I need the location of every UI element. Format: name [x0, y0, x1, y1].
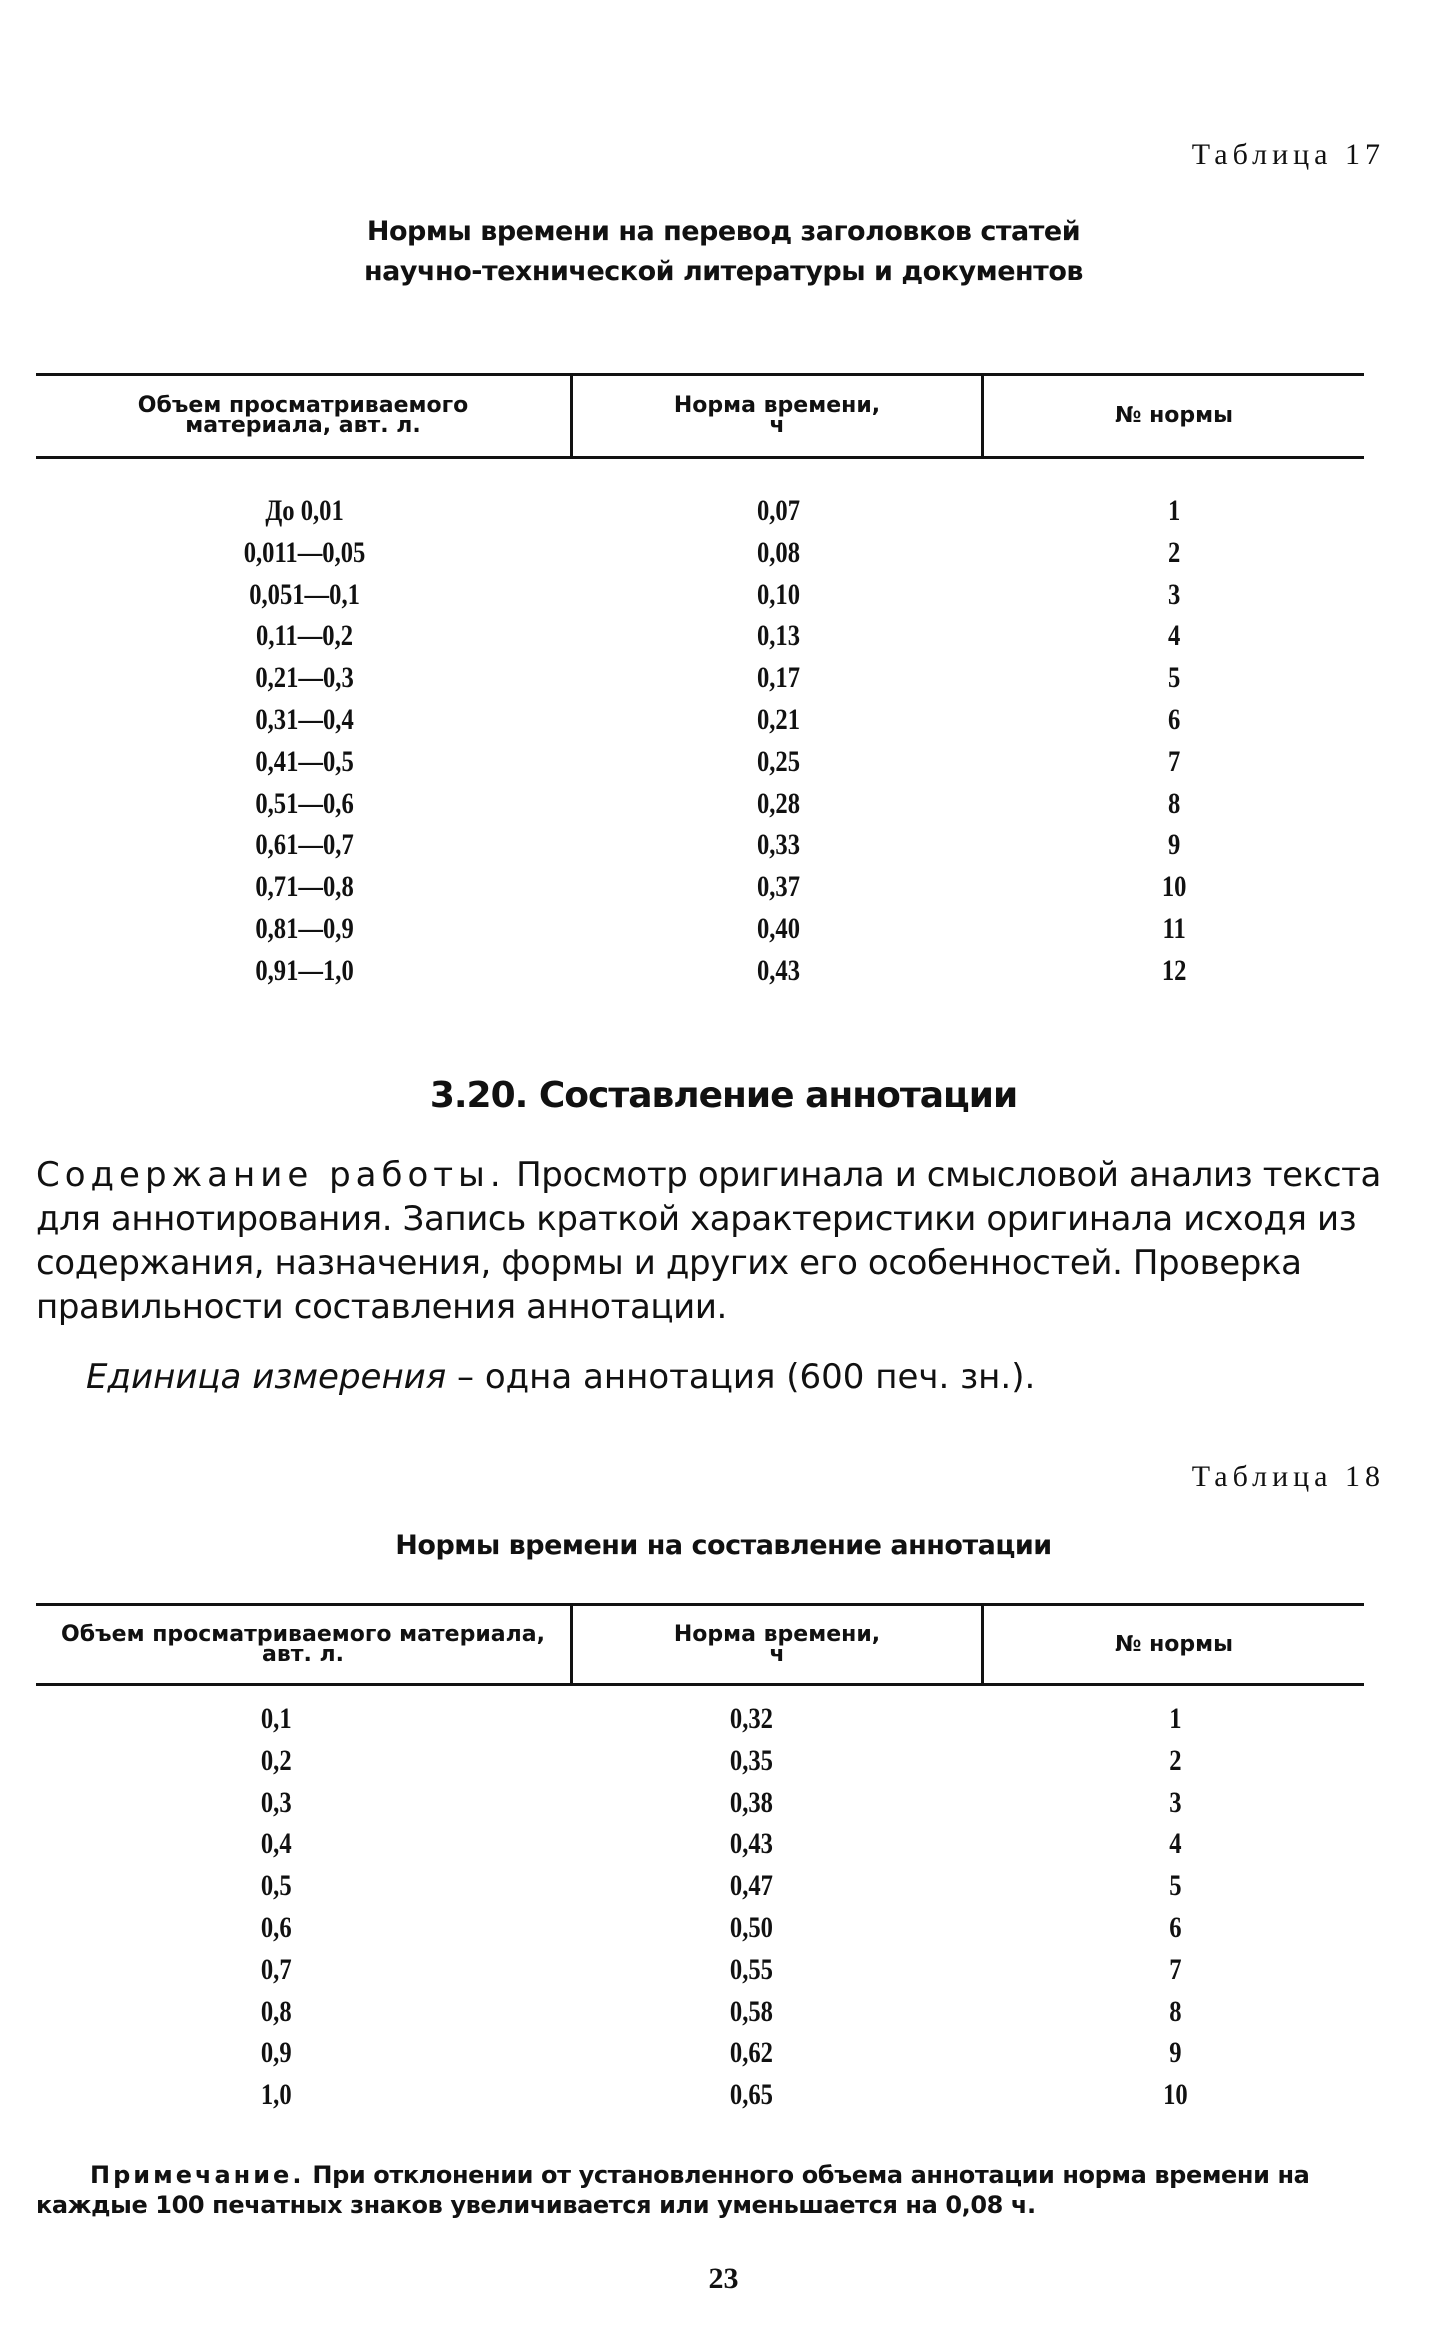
table-17-row: [36, 908, 1364, 950]
table-18-cell-volume: 0,3: [260, 1785, 292, 1819]
table-18-cell-norm: 0,50: [729, 1910, 773, 1944]
page-number: 23: [708, 2262, 739, 2295]
table-18-cell-num: 6: [1169, 1910, 1182, 1944]
header-volume-line1: Объем просматриваемого: [137, 393, 469, 418]
table-17-row: [36, 699, 1364, 741]
table-17: [36, 373, 1364, 993]
table-17-cell-num: 5: [1168, 661, 1181, 695]
table-17-cell-num: 12: [1161, 953, 1187, 987]
content-paragraph: [36, 1153, 1381, 1329]
table-17-row: [36, 866, 1364, 908]
table-18-cell-norm: 0,58: [729, 1994, 773, 2028]
table-18-cell-volume: 0,1: [260, 1702, 292, 1735]
table-18-cell-num: 3: [1169, 1785, 1182, 1819]
table-18-cell-norm: 0,55: [729, 1952, 773, 1986]
table-17-title-line1: Нормы времени на перевод заголовков статей: [366, 216, 1081, 247]
table-17-row: [36, 532, 1364, 574]
table-17-cell-num: 4: [1168, 619, 1181, 653]
table-18-row: [36, 1740, 1364, 1782]
table-17-cell-volume: 0,61—0,7: [255, 828, 354, 862]
unit-label: Единица измерения: [86, 1357, 447, 1397]
table-17-cell-norm: 0,08: [756, 535, 801, 569]
table-18-row: [36, 1991, 1364, 2033]
table-18-header: [36, 1603, 1364, 1686]
table-17-cell-volume: 0,51—0,6: [255, 786, 354, 820]
table-17-row: [36, 741, 1364, 783]
table-18-header-volume: [36, 1606, 573, 1683]
note-label: Примечание.: [90, 2161, 305, 2189]
header-volume-line1: Объем просматриваемого материала,: [61, 1621, 545, 1647]
table-17-cell-num: 1: [1168, 494, 1181, 527]
table-18-cell-volume: 0,6: [260, 1910, 292, 1944]
table-17-row: [36, 574, 1364, 616]
table-17-cell-volume: 0,71—0,8: [255, 870, 354, 904]
header-norm-line2: ч: [769, 413, 785, 438]
section-heading: 3.20. Составление аннотации: [429, 1075, 1018, 1116]
table-17-cell-num: 7: [1168, 744, 1181, 778]
header-volume-line2: авт. л.: [261, 1641, 344, 1667]
table-18-header-number: № нормы: [1114, 1631, 1234, 1657]
table-18-row: [36, 1865, 1364, 1907]
table-18-cell-num: 2: [1169, 1743, 1182, 1777]
table-18-row: [36, 1823, 1364, 1865]
table-17-header: [36, 373, 1364, 459]
table-17-cell-norm: 0,25: [756, 744, 801, 778]
table-18-cell-norm: 0,65: [729, 2078, 773, 2112]
table-18-title: Нормы времени на составление аннотации: [395, 1530, 1052, 1561]
table-17-body: [36, 490, 1364, 992]
table-18-cell-num: 7: [1169, 1952, 1182, 1986]
table-18-body: [36, 1698, 1364, 2116]
note-paragraph: [36, 2160, 1381, 2220]
table-18-row: [36, 1698, 1364, 1740]
table-18-cell-num: 4: [1169, 1827, 1182, 1861]
table-18-cell-norm: 0,38: [729, 1785, 773, 1819]
table-17-cell-norm: 0,21: [756, 702, 801, 736]
table-17-cell-num: 9: [1168, 828, 1181, 862]
table-18-cell-norm: 0,47: [729, 1869, 773, 1903]
table-18-cell-volume: 0,4: [260, 1827, 292, 1861]
table-18-header-norm: [573, 1606, 984, 1683]
table-17-cell-volume: 0,81—0,9: [255, 911, 354, 945]
table-17-cell-norm: 0,10: [756, 577, 801, 611]
unit-text: – одна аннотация (600 печ. зн.).: [446, 1357, 1036, 1397]
content-label: Содержание работы.: [36, 1155, 506, 1195]
table-17-label: Таблица 17: [1191, 138, 1385, 171]
table-18-cell-num: 8: [1169, 1994, 1182, 2028]
table-17-row: [36, 657, 1364, 699]
table-18-cell-norm: 0,32: [729, 1702, 773, 1735]
table-17-row: [36, 824, 1364, 866]
table-17-cell-volume: 0,91—1,0: [255, 953, 354, 987]
table-18-cell-norm: 0,35: [729, 1743, 773, 1777]
table-18-cell-num: 9: [1169, 2036, 1182, 2070]
table-17-cell-norm: 0,43: [756, 953, 801, 987]
table-17-cell-num: 8: [1168, 786, 1181, 820]
table-18-row: [36, 2074, 1364, 2116]
table-18-cell-norm: 0,43: [729, 1827, 773, 1861]
table-18-row: [36, 2032, 1364, 2074]
table-18-cell-volume: 0,5: [260, 1869, 292, 1903]
table-18-label: Таблица 18: [1191, 1460, 1385, 1493]
table-17-cell-norm: 0,40: [756, 911, 801, 945]
table-17-header-volume: [36, 376, 573, 456]
table-18-cell-num: 5: [1169, 1869, 1182, 1903]
table-18-cell-volume: 1,0: [260, 2078, 292, 2112]
table-17-row: [36, 783, 1364, 825]
table-17-cell-volume: 0,11—0,2: [256, 619, 354, 653]
table-17-row: [36, 950, 1364, 992]
table-17-cell-norm: 0,28: [756, 786, 801, 820]
table-17-cell-num: 6: [1168, 702, 1181, 736]
header-norm-line2: ч: [769, 1641, 785, 1667]
table-18: [36, 1603, 1364, 2123]
table-18-cell-num: 10: [1163, 2078, 1188, 2112]
table-18-row: [36, 1907, 1364, 1949]
header-volume-line2: материала, авт. л.: [185, 413, 421, 438]
table-17-cell-norm: 0,07: [756, 494, 801, 527]
content-text: Просмотр оригинала и смысловой анализ текста для аннотирования. Запись краткой характеристики оригинала исходя из содержания, назначения, формы и других его особенностей. Проверка правильности составления аннотации.: [36, 1155, 1381, 1327]
table-17-row: [36, 615, 1364, 657]
table-17-cell-volume: 0,051—0,1: [249, 577, 360, 611]
table-18-cell-num: 1: [1169, 1702, 1182, 1735]
header-norm-line1: Норма времени,: [673, 393, 881, 418]
table-17-header-number: № нормы: [1114, 403, 1234, 428]
table-17-cell-volume: 0,41—0,5: [255, 744, 354, 778]
table-18-row: [36, 1949, 1364, 1991]
table-18-cell-volume: 0,9: [260, 2036, 292, 2070]
table-17-cell-volume: До 0,01: [265, 494, 344, 527]
table-18-cell-volume: 0,8: [260, 1994, 292, 2028]
unit-paragraph: [86, 1355, 1381, 1399]
table-17-cell-norm: 0,13: [756, 619, 801, 653]
note-text: При отклонении от установленного объема аннотации норма времени на каждые 100 печатных знаков увеличивается или уменьшается на 0,08 ч.: [36, 2161, 1310, 2219]
table-18-cell-volume: 0,2: [260, 1743, 292, 1777]
table-17-header-norm: [573, 376, 984, 456]
table-17-row: [36, 490, 1364, 532]
header-norm-line1: Норма времени,: [673, 1621, 881, 1647]
table-17-cell-norm: 0,17: [756, 661, 801, 695]
table-17-cell-volume: 0,31—0,4: [255, 702, 354, 736]
table-18-row: [36, 1782, 1364, 1824]
table-17-cell-volume: 0,21—0,3: [255, 661, 354, 695]
table-17-cell-num: 10: [1161, 870, 1187, 904]
table-17-cell-volume: 0,011—0,05: [243, 535, 366, 569]
table-18-cell-volume: 0,7: [260, 1952, 292, 1986]
table-17-title-line2: научно-технической литературы и документов: [364, 256, 1083, 287]
table-18-cell-norm: 0,62: [729, 2036, 773, 2070]
table-17-cell-num: 3: [1168, 577, 1181, 611]
table-17-cell-num: 2: [1168, 535, 1181, 569]
table-17-cell-num: 11: [1162, 911, 1186, 945]
table-17-cell-norm: 0,33: [756, 828, 801, 862]
table-17-cell-norm: 0,37: [756, 870, 801, 904]
